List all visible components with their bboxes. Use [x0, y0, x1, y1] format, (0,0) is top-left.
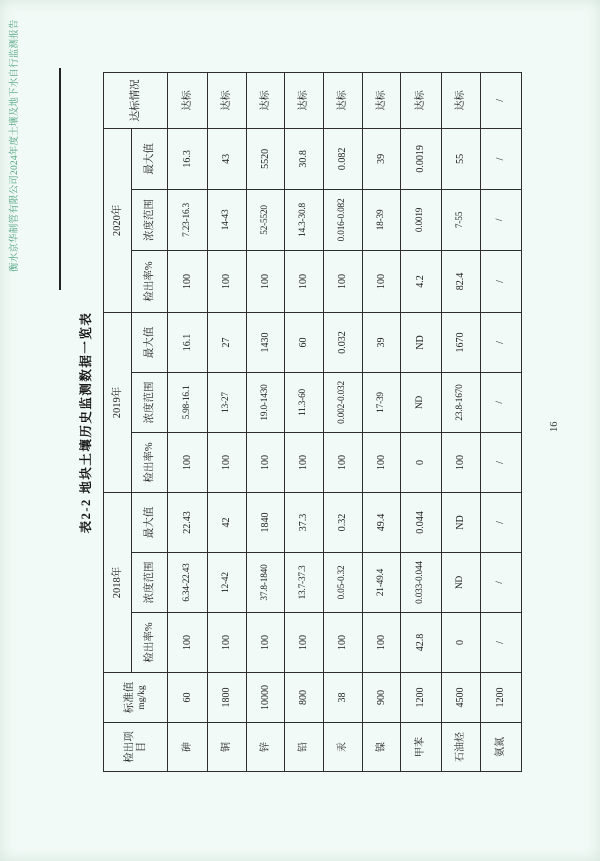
page-number: 16 [549, 421, 560, 432]
table-row [401, 72, 442, 771]
cell-2020-max: 39 [363, 128, 401, 189]
cell-2020-range: 52-5520 [247, 189, 285, 250]
cell-2019-max: 16.1 [168, 312, 208, 372]
table-row [324, 72, 363, 771]
cell-2018-range: / [481, 553, 522, 613]
header-standard-line1: 标准值 [123, 681, 135, 714]
cell-2020-range: 0.0019 [401, 189, 442, 250]
cell-compliance: / [481, 72, 522, 128]
cell-2018-rate: 100 [285, 613, 324, 673]
cell-2018-rate: 0 [442, 613, 481, 673]
header-2018-range: 浓度范围 [132, 553, 168, 613]
cell-2018-range: ND [442, 553, 481, 613]
cell-2019-max: 39 [363, 312, 401, 372]
cell-2020-range: 14-43 [208, 189, 247, 250]
cell-standard: 1200 [481, 673, 522, 723]
cell-2019-max: 1430 [247, 312, 285, 372]
cell-standard: 10000 [247, 673, 285, 723]
report-header-text: 衡水京华制管有限公司2024年度土壤及地下水自行监测报告 [10, 19, 20, 272]
cell-2018-max: / [481, 492, 522, 552]
header-2020-max: 最大值 [132, 128, 168, 189]
cell-2018-range: 0.033-0.044 [401, 553, 442, 613]
cell-2019-range: 11.3-60 [285, 372, 324, 432]
cell-2019-range: 23.8-1670 [442, 372, 481, 432]
cell-2020-rate: 100 [208, 250, 247, 312]
cell-item: 甲苯 [401, 723, 442, 772]
cell-2018-range: 0.05-0.32 [324, 553, 363, 613]
cell-item: 锌 [247, 723, 285, 772]
scan-artifact-line [59, 68, 61, 290]
cell-2018-max: ND [442, 492, 481, 552]
header-standard [104, 673, 168, 723]
cell-2019-max: 0.032 [324, 312, 363, 372]
cell-2019-rate: 100 [247, 432, 285, 492]
header-2020-range: 浓度范围 [132, 189, 168, 250]
cell-2020-max: 55 [442, 128, 481, 189]
cell-2020-max: 16.3 [168, 128, 208, 189]
header-row-years [104, 72, 132, 771]
cell-2020-rate: 100 [363, 250, 401, 312]
cell-compliance: 达标 [442, 72, 481, 128]
cell-2020-rate: 100 [324, 250, 363, 312]
cell-standard: 1200 [401, 673, 442, 723]
cell-2019-range: / [481, 372, 522, 432]
cell-2018-range: 6.34-22.43 [168, 553, 208, 613]
cell-2019-range: 19.0-1430 [247, 372, 285, 432]
cell-2019-range: 13-27 [208, 372, 247, 432]
table-row [442, 72, 481, 771]
cell-2020-max: 30.8 [285, 128, 324, 189]
cell-compliance: 达标 [168, 72, 208, 128]
cell-item: 铜 [208, 723, 247, 772]
table-row [247, 72, 285, 771]
cell-2020-max: 43 [208, 128, 247, 189]
header-2020-rate: 检出率% [132, 250, 168, 312]
cell-2020-rate: 100 [285, 250, 324, 312]
header-2019-rate: 检出率% [132, 432, 168, 492]
cell-2019-rate: 0 [401, 432, 442, 492]
cell-compliance: 达标 [247, 72, 285, 128]
cell-2020-range: 18-39 [363, 189, 401, 250]
soil-history-table [103, 72, 522, 772]
cell-2020-rate: 100 [247, 250, 285, 312]
cell-2018-max: 42 [208, 492, 247, 552]
cell-2018-range: 12-42 [208, 553, 247, 613]
cell-2018-rate: 42.8 [401, 613, 442, 673]
cell-compliance: 达标 [324, 72, 363, 128]
cell-2018-range: 13.7-37.3 [285, 553, 324, 613]
rotated-sheet [73, 73, 523, 772]
cell-2019-max: 1670 [442, 312, 481, 372]
cell-2020-range: / [481, 189, 522, 250]
table-row [363, 72, 401, 771]
table-row [208, 72, 247, 771]
cell-2019-max: 27 [208, 312, 247, 372]
cell-compliance: 达标 [363, 72, 401, 128]
header-standard-line2: mg/kg [136, 685, 147, 710]
cell-2020-max: 0.082 [324, 128, 363, 189]
header-row-sub [132, 72, 168, 771]
cell-item: 铅 [285, 723, 324, 772]
cell-2018-rate: 100 [324, 613, 363, 673]
header-2019-range: 浓度范围 [132, 372, 168, 432]
header-year-2018: 2018年 [104, 492, 132, 672]
cell-compliance: 达标 [401, 72, 442, 128]
cell-2019-rate: 100 [324, 432, 363, 492]
cell-standard: 800 [285, 673, 324, 723]
header-2018-max: 最大值 [132, 492, 168, 552]
table-title: 表2-2 地块土壤历史监测数据一览表 [79, 311, 93, 534]
cell-2018-rate: / [481, 613, 522, 673]
cell-2019-range: 0.002-0.032 [324, 372, 363, 432]
table-row [168, 72, 208, 771]
header-year-2020: 2020年 [104, 128, 132, 312]
cell-2018-range: 37.8-1840 [247, 553, 285, 613]
cell-2018-max: 37.3 [285, 492, 324, 552]
cell-item: 石油烃 [442, 723, 481, 772]
cell-2018-max: 22.43 [168, 492, 208, 552]
cell-standard: 1800 [208, 673, 247, 723]
cell-2020-max: / [481, 128, 522, 189]
cell-2019-rate: 100 [285, 432, 324, 492]
cell-standard: 38 [324, 673, 363, 723]
cell-2018-rate: 100 [168, 613, 208, 673]
cell-2018-max: 0.32 [324, 492, 363, 552]
table-row [481, 72, 522, 771]
cell-2019-rate: 100 [363, 432, 401, 492]
cell-item: 镍 [363, 723, 401, 772]
cell-2018-rate: 100 [208, 613, 247, 673]
cell-2018-range: 21-49.4 [363, 553, 401, 613]
cell-standard: 4500 [442, 673, 481, 723]
cell-2020-range: 7-55 [442, 189, 481, 250]
cell-2019-max: 60 [285, 312, 324, 372]
cell-2019-rate: 100 [208, 432, 247, 492]
cell-2019-max: / [481, 312, 522, 372]
cell-2019-rate: / [481, 432, 522, 492]
cell-2019-max: ND [401, 312, 442, 372]
header-year-2019: 2019年 [104, 312, 132, 492]
cell-2020-max: 5520 [247, 128, 285, 189]
table-row [285, 72, 324, 771]
cell-2019-rate: 100 [442, 432, 481, 492]
cell-2019-rate: 100 [168, 432, 208, 492]
cell-2020-range: 14.3-30.8 [285, 189, 324, 250]
cell-2020-rate: 82.4 [442, 250, 481, 312]
cell-2020-range: 7.23-16.3 [168, 189, 208, 250]
cell-item: 砷 [168, 723, 208, 772]
cell-2018-rate: 100 [363, 613, 401, 673]
cell-compliance: 达标 [208, 72, 247, 128]
cell-compliance: 达标 [285, 72, 324, 128]
cell-2019-range: 5.98-16.1 [168, 372, 208, 432]
header-2018-rate: 检出率% [132, 613, 168, 673]
cell-item: 汞 [324, 723, 363, 772]
header-item: 检出项目 [104, 723, 168, 772]
cell-2020-max: 0.0019 [401, 128, 442, 189]
cell-2020-rate: 4.2 [401, 250, 442, 312]
cell-standard: 60 [168, 673, 208, 723]
cell-standard: 900 [363, 673, 401, 723]
cell-2018-max: 1840 [247, 492, 285, 552]
cell-2019-range: ND [401, 372, 442, 432]
cell-2020-range: 0.016-0.082 [324, 189, 363, 250]
cell-2019-range: 17-39 [363, 372, 401, 432]
cell-item: 氨氮 [481, 723, 522, 772]
header-compliance: 达标情况 [104, 72, 168, 128]
cell-2020-rate: / [481, 250, 522, 312]
header-2019-max: 最大值 [132, 312, 168, 372]
cell-2018-max: 49.4 [363, 492, 401, 552]
cell-2018-max: 0.044 [401, 492, 442, 552]
cell-2020-rate: 100 [168, 250, 208, 312]
cell-2018-rate: 100 [247, 613, 285, 673]
